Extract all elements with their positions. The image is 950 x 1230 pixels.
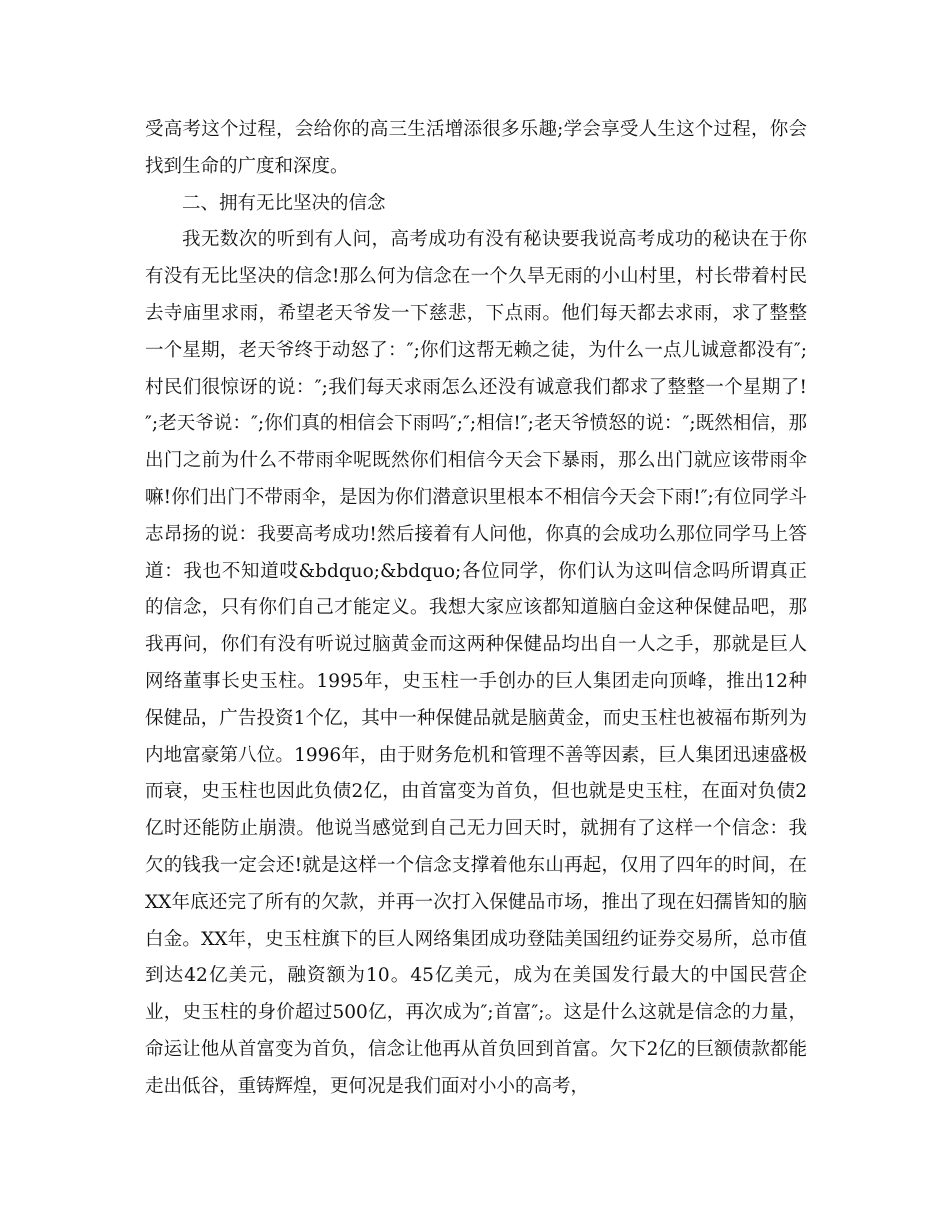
paragraph-continued: 受高考这个过程，会给你的高三生活增添很多乐趣;学会享受人生这个过程，你会找到生命的广度和深度。	[145, 119, 807, 177]
document-body	[145, 112, 807, 1106]
section-heading: 二、拥有无比坚决的信念	[182, 192, 386, 214]
paragraph-belief: 我无数次的听到有人问，高考成功有没有秘诀要我说高考成功的秘诀在于你有没有无比坚决的信念!那么何为信念在一个久旱无雨的小山村里，村长带着村民去寺庙里求雨，希望老天爷发一下慈悲，下点雨。他们每天都去求雨，求了整整一个星期，老天爷终于动怒了：″;你们这帮无赖之徒，为什么一点儿诚意都没有″;村民们很惊讶的说：″;我们每天求雨怎么还没有诚意我们都求了整整一个星期了!″;老天爷说：″;你们真的相信会下雨吗″;″;相信!″;老天爷愤怒的说：″;既然相信，那出门之前为什么不带雨伞呢既然你们相信今天会下暴雨，那么出门就应该带雨伞嘛!你们出门不带雨伞，是因为你们潜意识里根本不相信今天会下雨!″;有位同学斗志昂扬的说：我要高考成功!然后接着有人问他，你真的会成功么那位同学马上答道：我也不知道哎&bdquo;&bdquo;各位同学，你们认为这叫信念吗所谓真正的信念，只有你们自己才能定义。我想大家应该都知道脑白金这种保健品吧，那我再问，你们有没有听说过脑黄金而这两种保健品均出自一人之手，那就是巨人网络董事长史玉柱。1995年，史玉柱一手创办的巨人集团走向顶峰，推出12种保健品，广告投资1个亿，其中一种保健品就是脑黄金，而史玉柱也被福布斯列为内地富豪第八位。1996年，由于财务危机和管理不善等因素，巨人集团迅速盛极而衰，史玉柱也因此负债2亿，由首富变为首负，但也就是史玉柱，在面对负债2亿时还能防止崩溃。他说当感觉到自己无力回天时，就拥有了这样一个信念：我欠的钱我一定会还!就是这样一个信念支撑着他东山再起，仅用了四年的时间，在XX年底还完了所有的欠款，并再一次打入保健品市场，推出了现在妇孺皆知的脑白金。XX年，史玉柱旗下的巨人网络集团成功登陆美国纽约证券交易所，总市值到达42亿美元，融资额为10。45亿美元，成为在美国发行最大的中国民营企业，史玉柱的身价超过500亿，再次成为″;首富″;。这是什么这就是信念的力量，命运让他从首富变为首负，信念让他再从首负回到首富。欠下2亿的巨额债款都能走出低谷，重铸辉煌，更何况是我们面对小小的高考，	[145, 229, 807, 1097]
